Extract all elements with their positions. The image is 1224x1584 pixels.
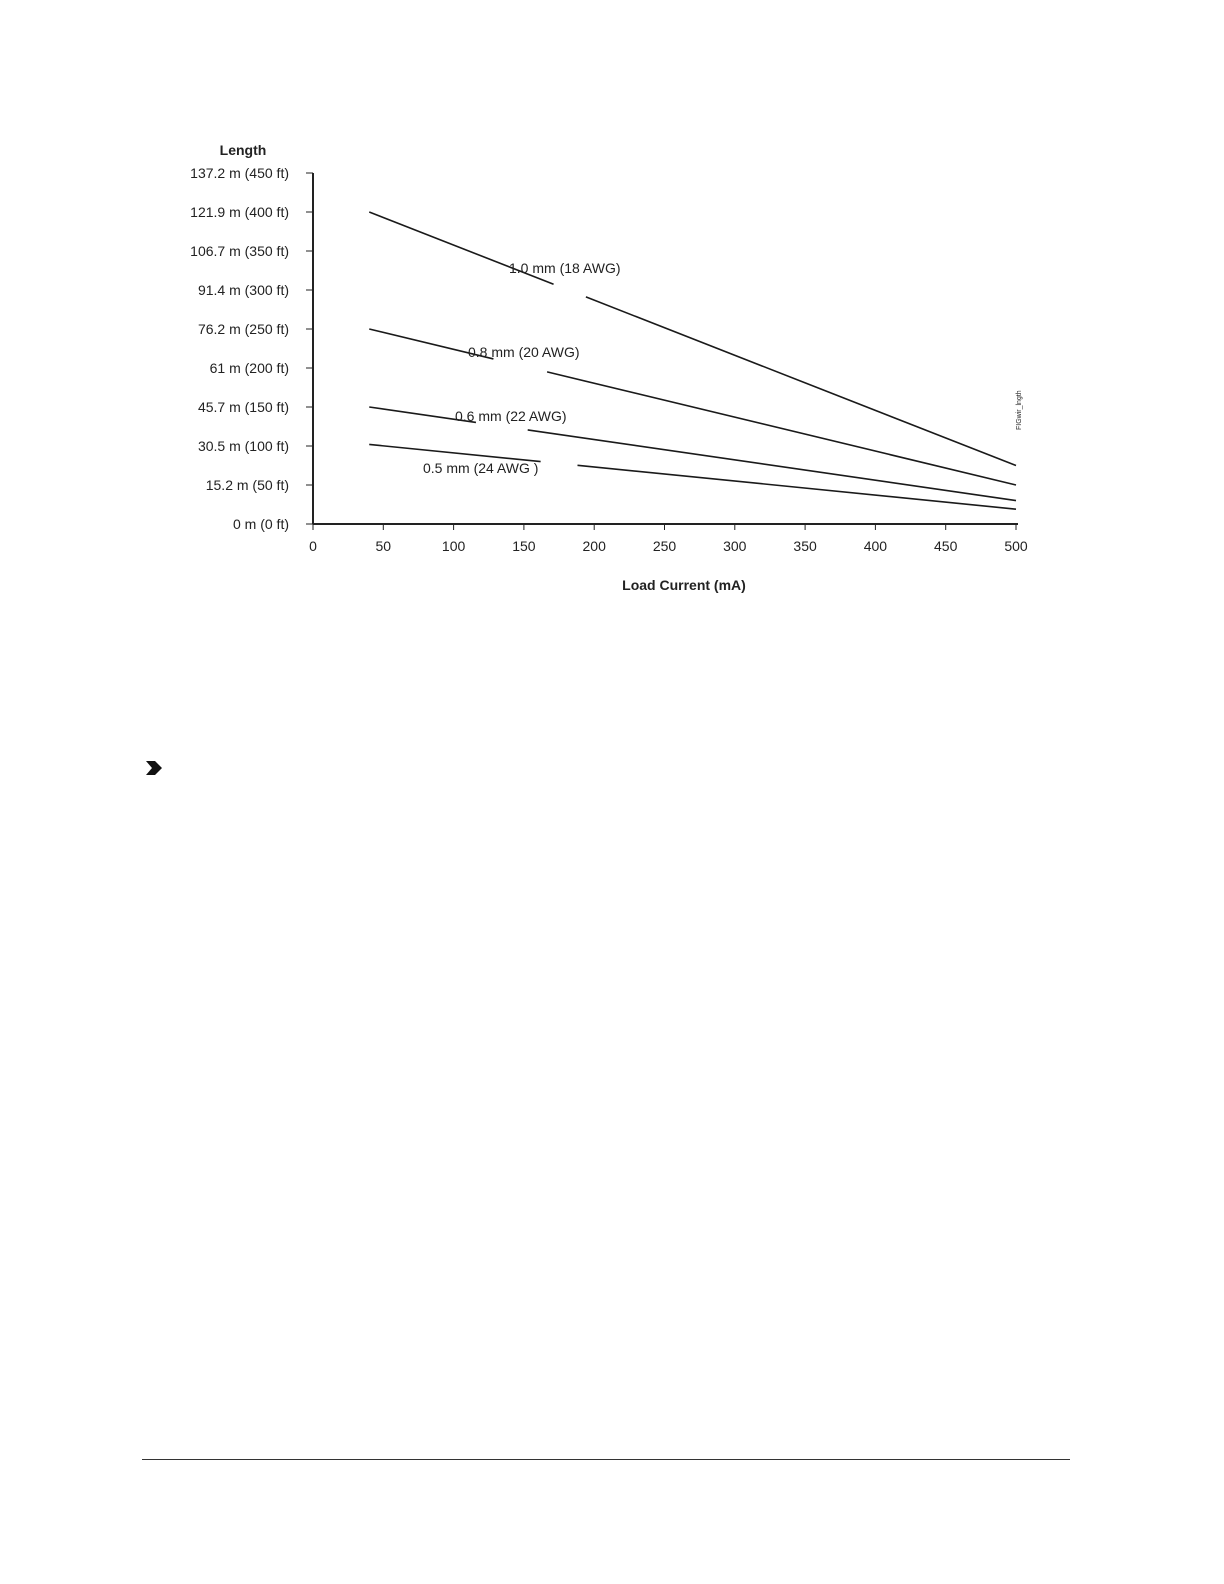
y-tick-label: 76.2 m (250 ft) <box>197 321 289 337</box>
x-tick-label: 250 <box>652 538 677 554</box>
chart-series <box>369 212 1016 509</box>
series-line <box>586 297 1016 466</box>
y-tick-label: 121.9 m (400 ft) <box>190 204 289 220</box>
y-tick-label: 106.7 m (350 ft) <box>190 243 289 259</box>
x-tick-label: 50 <box>375 538 392 554</box>
chart-ticks <box>190 165 1028 554</box>
x-tick-label: 500 <box>1004 538 1028 554</box>
y-tick-label: 0 m (0 ft) <box>232 516 289 532</box>
x-tick-label: 350 <box>793 538 817 554</box>
y-tick-label: 137.2 m (450 ft) <box>190 165 289 181</box>
series-label: 0.6 mm (22 AWG) <box>455 408 567 424</box>
series-label: 0.8 mm (20 AWG) <box>468 344 580 360</box>
x-tick-label: 300 <box>723 538 747 554</box>
footer-divider <box>142 1459 1070 1460</box>
figure-id-label: FIGwir_lngth <box>1016 390 1023 430</box>
y-tick-label: 30.5 m (100 ft) <box>197 438 289 454</box>
chart-axes <box>313 173 1018 524</box>
series-line <box>528 430 1016 501</box>
x-tick-label: 200 <box>582 538 606 554</box>
y-axis-title: Length <box>219 142 267 158</box>
x-tick-label: 0 <box>309 538 317 554</box>
y-tick-label: 45.7 m (150 ft) <box>197 399 289 415</box>
x-tick-label: 150 <box>512 538 536 554</box>
series-label: 1.0 mm (18 AWG) <box>509 260 621 276</box>
series-label: 0.5 mm (24 AWG ) <box>423 460 539 476</box>
x-tick-label: 400 <box>863 538 888 554</box>
y-tick-label: 61 m (200 ft) <box>209 360 289 376</box>
x-tick-label: 100 <box>441 538 466 554</box>
chevron-right-icon <box>146 761 162 775</box>
x-axis-title: Load Current (mA) <box>622 577 746 593</box>
series-line <box>577 465 1016 509</box>
y-tick-label: 15.2 m (50 ft) <box>205 477 289 493</box>
series-line <box>547 372 1016 485</box>
x-tick-label: 450 <box>934 538 958 554</box>
y-tick-label: 91.4 m (300 ft) <box>197 282 289 298</box>
